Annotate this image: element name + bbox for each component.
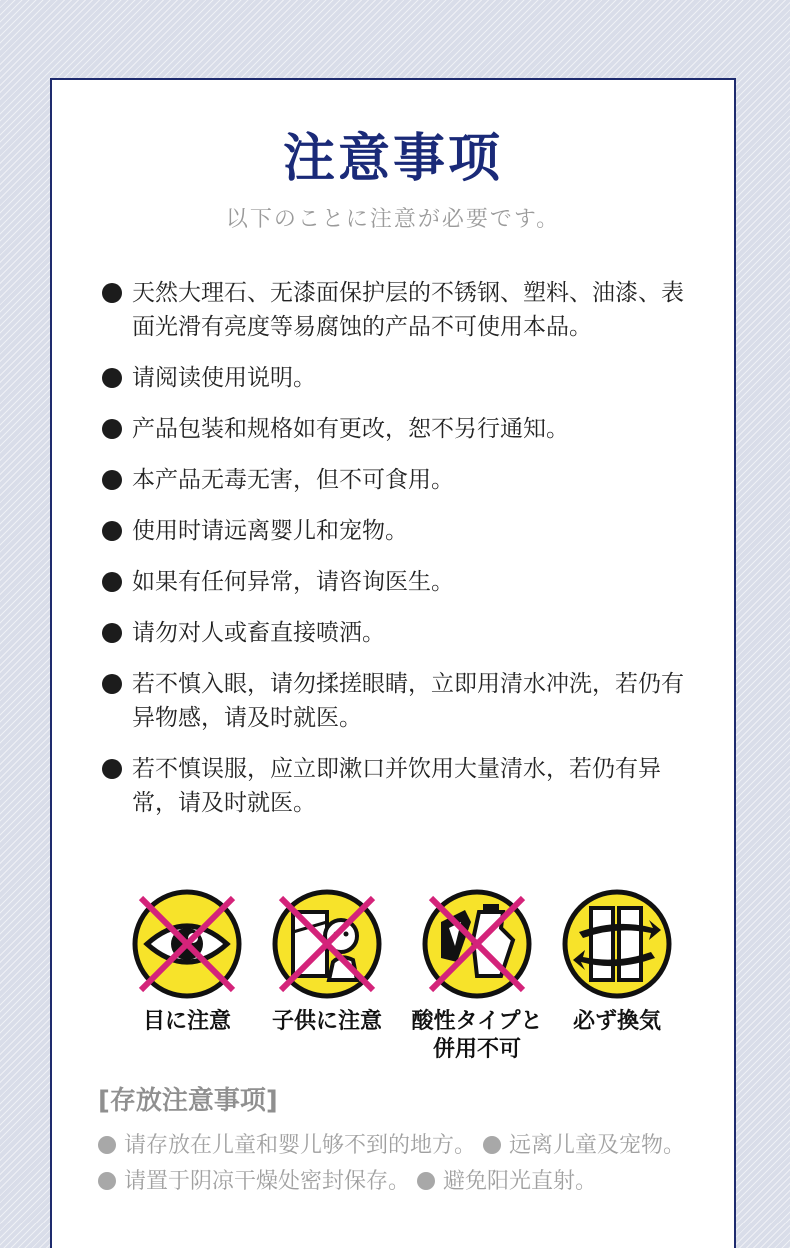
note-item bbox=[102, 565, 702, 599]
note-text: 使用时请远离婴儿和宠物。 bbox=[132, 518, 408, 544]
note-item bbox=[102, 276, 702, 344]
child-warning-icon bbox=[271, 888, 383, 1000]
eye-warning-icon bbox=[131, 888, 243, 1000]
ventilation-icon bbox=[561, 888, 673, 1000]
bullet-icon bbox=[102, 623, 122, 643]
note-item bbox=[102, 616, 702, 650]
note-text: 请勿对人或畜直接喷洒。 bbox=[132, 620, 385, 646]
icon-item-acid bbox=[402, 888, 552, 1064]
storage-item: 避免阳光直射。 bbox=[443, 1169, 598, 1194]
bullet-icon bbox=[417, 1172, 435, 1190]
note-text: 若不慎入眼，请勿揉搓眼睛，立即用清水冲洗，若仍有异物感，请及时就医。 bbox=[132, 671, 684, 731]
bullet-icon bbox=[102, 419, 122, 439]
bullet-icon bbox=[102, 470, 122, 490]
notice-card bbox=[50, 78, 736, 1248]
no-acid-mixing-icon bbox=[421, 888, 533, 1000]
note-item bbox=[102, 752, 702, 820]
note-item bbox=[102, 463, 702, 497]
notes-list bbox=[102, 276, 702, 837]
page-title: 注意事项 bbox=[282, 129, 503, 189]
note-item bbox=[102, 667, 702, 735]
note-text: 天然大理石、无漆面保护层的不锈钢、塑料、油漆、表面光滑有亮度等易腐蚀的产品不可使用本品。 bbox=[132, 280, 684, 340]
note-text: 如果有任何异常，请咨询医生。 bbox=[132, 569, 454, 595]
note-item bbox=[102, 412, 702, 446]
icon-item-ventilation bbox=[542, 888, 692, 1036]
icon-label: 必ず換気 bbox=[572, 1009, 661, 1034]
storage-title: [存放注意事项] bbox=[98, 1086, 278, 1116]
warning-icons-row bbox=[112, 888, 692, 1068]
bullet-icon bbox=[102, 759, 122, 779]
bullet-icon bbox=[98, 1172, 116, 1190]
bullet-icon bbox=[102, 521, 122, 541]
bullet-icon bbox=[102, 283, 122, 303]
bullet-icon bbox=[98, 1136, 116, 1154]
icon-item-child bbox=[252, 888, 402, 1036]
storage-item: 远离儿童及宠物。 bbox=[509, 1133, 686, 1158]
icon-label: 酸性タイプと併用不可 bbox=[411, 1009, 543, 1062]
storage-item: 请置于阴凉干燥处密封保存。 bbox=[124, 1169, 411, 1194]
note-text: 若不慎误服，应立即漱口并饮用大量清水，若仍有异常，请及时就医。 bbox=[132, 756, 661, 816]
icon-item-eye bbox=[112, 888, 262, 1036]
icon-label: 子供に注意 bbox=[271, 1009, 382, 1034]
note-text: 产品包装和规格如有更改，恕不另行通知。 bbox=[132, 416, 569, 442]
bullet-icon bbox=[102, 674, 122, 694]
storage-list bbox=[98, 1128, 708, 1200]
icon-label: 目に注意 bbox=[142, 1009, 231, 1034]
note-item bbox=[102, 514, 702, 548]
note-text: 本产品无毒无害，但不可食用。 bbox=[132, 467, 454, 493]
page-subtitle: 以下のことに注意が必要です。 bbox=[225, 207, 561, 232]
bullet-icon bbox=[102, 572, 122, 592]
bullet-icon bbox=[102, 368, 122, 388]
note-item bbox=[102, 361, 702, 395]
note-text: 请阅读使用说明。 bbox=[132, 365, 316, 391]
storage-item: 请存放在儿童和婴儿够不到的地方。 bbox=[124, 1133, 477, 1158]
bullet-icon bbox=[483, 1136, 501, 1154]
